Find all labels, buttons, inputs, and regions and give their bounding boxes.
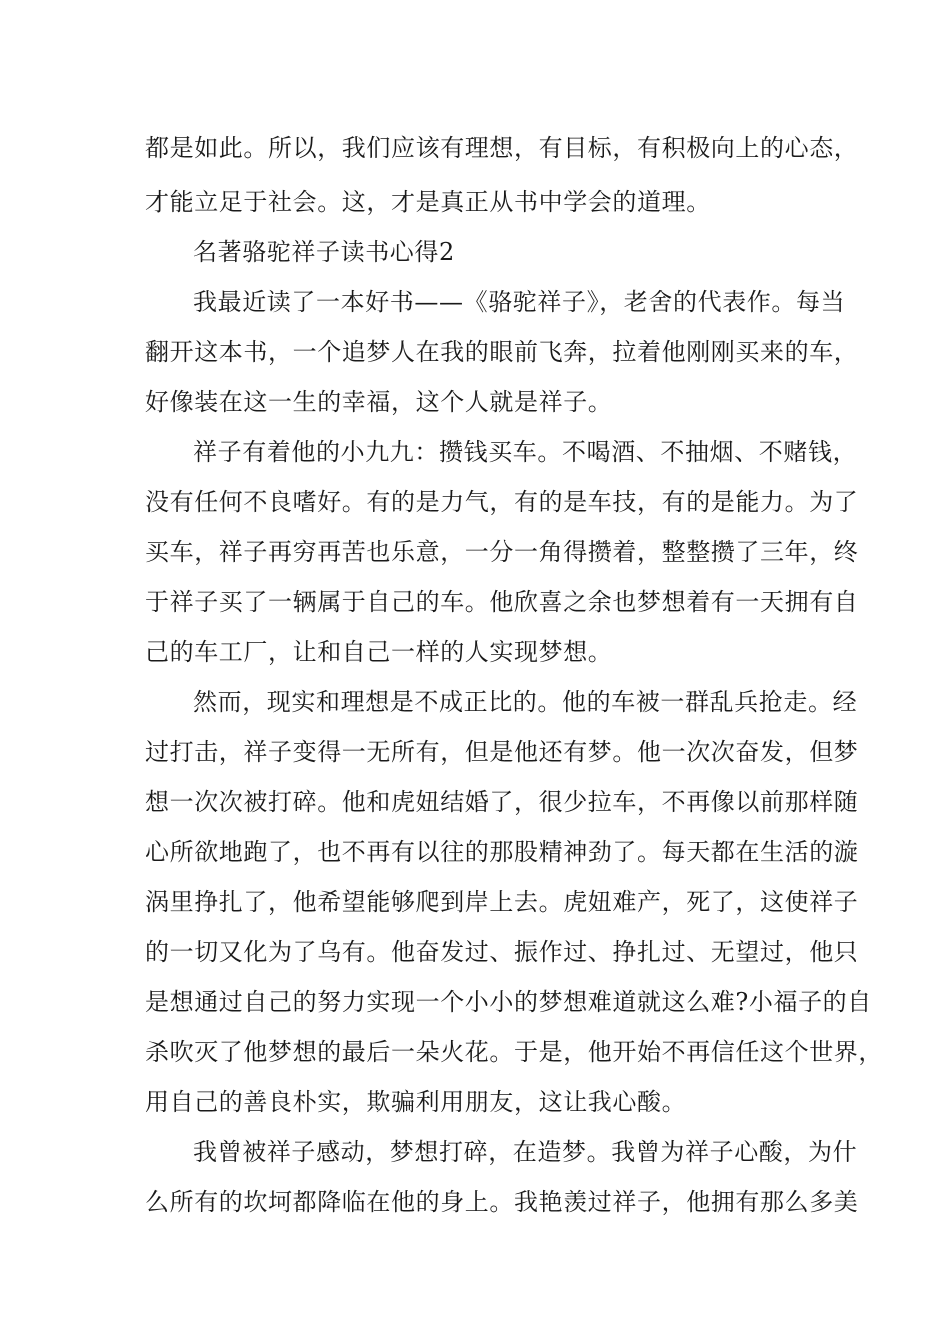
body-text-line: 都是如此。所以，我们应该有理想，有目标，有积极向上的心态，: [145, 134, 859, 162]
body-text-line: 的一切又化为了乌有。他奋发过、振作过、挣扎过、无望过，他只: [145, 938, 859, 966]
body-text-line: 才能立足于社会。这，才是真正从书中学会的道理。: [145, 188, 711, 216]
body-text-line: 涡里挣扎了，他希望能够爬到岸上去。虎妞难产，死了，这使祥子: [145, 888, 859, 916]
body-text-line: 好像装在这一生的幸福，这个人就是祥子。: [145, 388, 613, 416]
body-text-line: 么所有的坎坷都降临在他的身上。我艳羡过祥子，他拥有那么多美: [145, 1188, 859, 1216]
section-heading: 名著骆驼祥子读书心得2: [193, 238, 455, 266]
body-text-line: 想一次次被打碎。他和虎妞结婚了，很少拉车，不再像以前那样随: [145, 788, 859, 816]
body-text-line: 于祥子买了一辆属于自己的车。他欣喜之余也梦想着有一天拥有自: [145, 588, 859, 616]
body-text-line: 心所欲地跑了，也不再有以往的那股精神劲了。每天都在生活的漩: [145, 838, 859, 866]
body-text-line: 杀吹灭了他梦想的最后一朵火花。于是，他开始不再信任这个世界，: [145, 1038, 883, 1066]
body-text-line: 己的车工厂，让和自己一样的人实现梦想。: [145, 638, 613, 666]
paragraph-first-line: 我曾被祥子感动，梦想打碎，在造梦。我曾为祥子心酸，为什: [193, 1138, 858, 1166]
body-text-line: 用自己的善良朴实，欺骗利用朋友，这让我心酸。: [145, 1088, 687, 1116]
paragraph-first-line: 我最近读了一本好书——《骆驼祥子》，老舍的代表作。每当: [193, 288, 846, 316]
body-text-line: 过打击，祥子变得一无所有，但是他还有梦。他一次次奋发，但梦: [145, 738, 859, 766]
paragraph-first-line: 祥子有着他的小九九：攒钱买车。不喝酒、不抽烟、不赌钱，: [193, 438, 858, 466]
body-text-line: 买车，祥子再穷再苦也乐意，一分一角得攒着，整整攒了三年，终: [145, 538, 859, 566]
body-text-line: 翻开这本书，一个追梦人在我的眼前飞奔，拉着他刚刚买来的车，: [145, 338, 859, 366]
paragraph-first-line: 然而，现实和理想是不成正比的。他的车被一群乱兵抢走。经: [193, 688, 858, 716]
body-text-line: 没有任何不良嗜好。有的是力气，有的是车技，有的是能力。为了: [145, 488, 859, 516]
body-text-line: 是想通过自己的努力实现一个小小的梦想难道就这么难?小福子的自: [145, 988, 872, 1016]
